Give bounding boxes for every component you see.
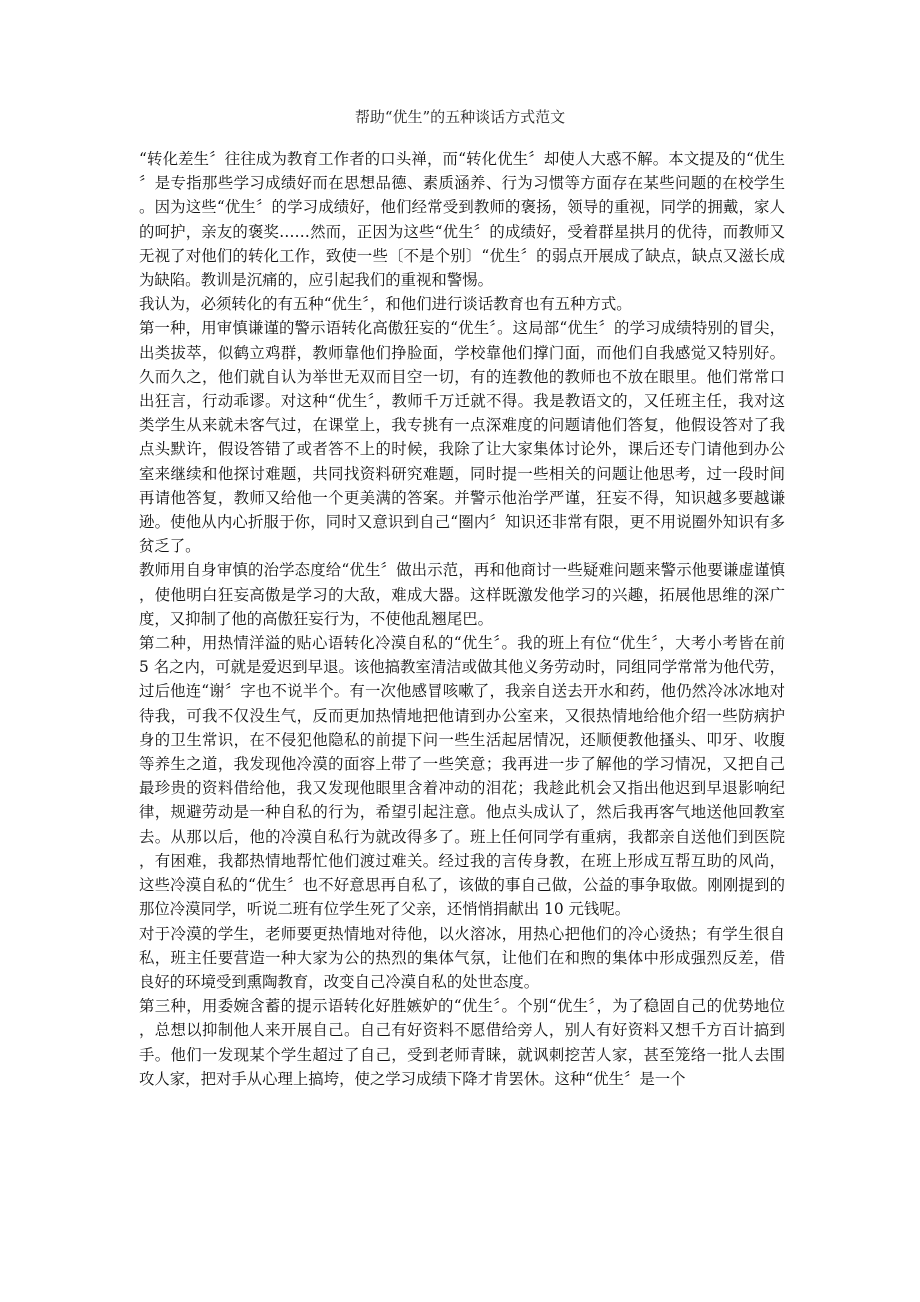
paragraph-method-1: 第一种，用审慎谦谨的警示语转化高傲狂妄的“优生〞。这局部“优生〞的学习成绩特别的冒尖，出类拔萃，似鹤立鸡群，教师靠他们挣脸面，学校靠他们撑门面，而他们自我感觉又特别好。久而久之，他们就自认为举世无双而目空一切，有的连教他的教师也不放在眼里。他们常常口出狂言，行动乖谬。对这种“优生〞，教师千万迁就不得。我是教语文的，又任班主任，我对这类学生从来就未客气过，在课堂上，我专挑有一点深难度的问题请他们答复，他假设答对了我点头默许，假设答错了或者答不上的时候，我除了让大家集体讨论外，课后还专门请他到办公室来继续和他探讨难题，共同找资料研究难题，同时提一些相关的问题让他思考，过一段时间再请他答复，教师又给他一个更美满的答案。并警示他治学严谨，狂妄不得，知识越多要越谦逊。使他从内心折服于你，同时又意识到自己“圈内〞知识还非常有限，更不用说圈外知识有多贫乏了。	[139, 319, 785, 556]
document-body	[139, 147, 785, 1091]
paragraph-method-3: 第三种，用委婉含蓄的提示语转化好胜嫉妒的“优生〞。个别“优生〞，为了稳固自己的优势地位，总想以抑制他人来开展自己。自己有好资料不愿借给旁人，别人有好资料又想千方百计搞到手。他们一发现某个学生超过了自己，受到老师青睐，就讽刺挖苦人家，甚至笼络一批人去围攻人家，把对手从心理上搞垮，使之学习成绩下降才肯罢休。这种“优生〞是一个	[139, 997, 785, 1088]
paragraph-intro: “转化差生〞往往成为教育工作者的口头禅，而“转化优生〞却使人大惑不解。本文提及的“优生〞是专指那些学习成绩好而在思想品德、素质涵养、行为习惯等方面存在某些问题的在校学生。因为这些“优生〞的学习成绩好，他们经常受到教师的褒扬，领导的重视，同学的拥戴，家人的呵护，亲友的褒奖……然而，正因为这些“优生〞的成绩好，受着群星拱月的优待，而教师又无视了对他们的转化工作，致使一些〔不是个别〕“优生〞的弱点开展成了缺点，缺点又滋长成为缺陷。教训是沉痛的，应引起我们的重视和警惕。	[139, 150, 785, 290]
paragraph-thesis: 我认为，必须转化的有五种“优生〞，和他们进行谈话教育也有五种方式。	[139, 295, 632, 314]
paragraph-method-1-summary: 教师用自身审慎的治学态度给“优生〞做出示范，再和他商讨一些疑难问题来警示他要谦虚谨慎，使他明白狂妄高傲是学习的大敌，难成大器。这样既激发他学习的兴趣，拓展他思维的深广度，又抑制了他的高傲狂妄行为，不使他乱翘尾巴。	[139, 561, 785, 628]
paragraph-method-2: 第二种，用热情洋溢的贴心语转化冷漠自私的“优生〞。我的班上有位“优生〞，大考小考皆在前 5 名之内，可就是爱迟到早退。该他搞教室清洁或做其他义务劳动时，同组同学常常为他代劳，过后他连“谢〞字也不说半个。有一次他感冒咳嗽了，我亲自送去开水和药，他仍然冷冰冰地对待我，可我不仅没生气，反而更加热情地把他请到办公室来，又很热情地给他介绍一些防病护身的卫生常识，在不侵犯他隐私的前提下问一些生活起居情况，还顺便教他搔头、叩牙、收腹等养生之道，我发现他冷漠的面容上带了一些笑意；我再进一步了解他的学习情况，又把自己最珍贵的资料借给他，我又发现他眼里含着冲动的泪花；我趁此机会又指出他迟到早退影响纪律，规避劳动是一种自私的行为，希望引起注意。他点头成认了，然后我再客气地送他回教室去。从那以后，他的冷漠自私行为就改得多了。班上任何同学有重病，我都亲自送他们到医院，有困难，我都热情地帮忙他们渡过难关。经过我的言传身教，在班上形成互帮互助的风尚，这些冷漠自私的“优生〞也不好意思再自私了，该做的事自己做，公益的事争取做。刚刚提到的那位冷漠同学，听说二班有位学生死了父亲，还悄悄捐献出 10 元钱呢。	[139, 634, 785, 919]
document-title: 帮助“优生”的五种谈话方式范文	[354, 108, 566, 126]
paragraph-method-2-summary: 对于冷漠的学生，老师要更热情地对待他，以火溶冰，用热心把他们的冷心烫热；有学生很自私，班主任要营造一种大家为公的热烈的集体气氛，让他们在和煦的集体中形成强烈反差，借良好的环境受到熏陶教育，改变自己冷漠自私的处世态度。	[139, 924, 785, 991]
